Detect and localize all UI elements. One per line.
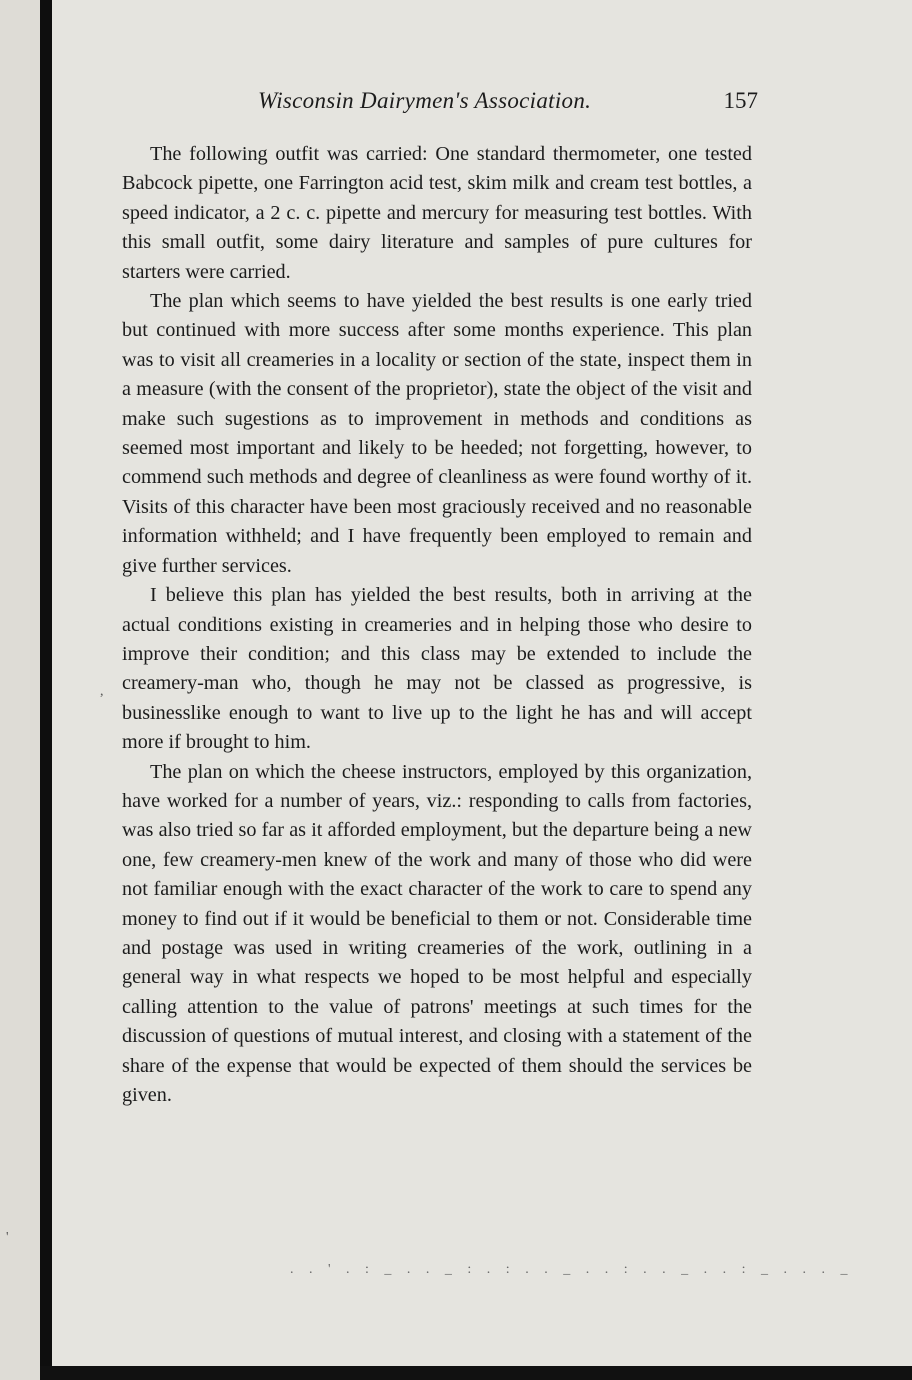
paragraph-cheese-instructors: The plan on which the cheese instructors, employed by this organization, have worked for a number of years, viz.: responding to calls from factories, was also tried so far as it afforded employment, but the departure being a new one, few creamery-men knew of the work and many of those who did were not familiar enough with the exact character of the work to care to spend any money to find out if it would be beneficial to them or not. Considerable time and postage was used in writing creameries of the work, outlining in a general way in what respects we hoped to be most helpful and especially calling attention to the value of patrons' meetings at such times for the discussion of questions of mutual interest, and closing with a statement of the share of the expense that would be expected of them should the services be given. xyxy=(122,760,752,1106)
scan-binding-shadow xyxy=(40,0,52,1380)
stray-ink-mark: , xyxy=(100,684,104,699)
stray-ink-mark: ' xyxy=(6,1230,9,1245)
print-artifact-dots: . . ' . : _ . . _ : . : . . _ . . : . . _ . . : _ . . . _ xyxy=(290,1262,854,1277)
paragraph-plan: The plan which seems to have yielded the best results is one early tried but continued with more success after some months experience. This plan was to visit all creameries in a locality or section of the state, inspect them in a measure (with the consent of the proprietor), state the object of the visit and make such sugestions as to improvement in methods and conditions as seemed most important and likely to be heeded; not forgetting, however, to commend such methods and degree of cleanliness as were found worthy of it. Visits of this character have been most graciously received and no reasonable information withheld; and I have frequently been employed to remain and give further services. xyxy=(122,290,752,577)
scan-margin xyxy=(0,0,40,1380)
scan-bottom-shadow xyxy=(40,1366,912,1380)
paragraph-results: I believe this plan has yielded the best results, both in arriving at the actual conditions existing in creameries and in helping those who desire to improve their condition; and this class may be extended to include the creamery-man who, though he may not be classed as progressive, is businesslike enough to want to live up to the light he has and will accept more if brought to him. xyxy=(122,584,752,754)
running-title: Wisconsin Dairymen's Association. xyxy=(258,88,592,113)
running-head xyxy=(150,88,758,122)
page-number: 157 xyxy=(723,88,758,113)
body-text xyxy=(122,140,752,1110)
paragraph-outfit: The following outfit was carried: One standard thermometer, one tested Babcock pipette, one Farrington acid test, skim milk and cream test bottles, a speed indicator, a 2 c. c. pipette and mercury for measuring test bottles. With this small outfit, some dairy literature and samples of pure cultures for starters were carried. xyxy=(122,143,752,283)
